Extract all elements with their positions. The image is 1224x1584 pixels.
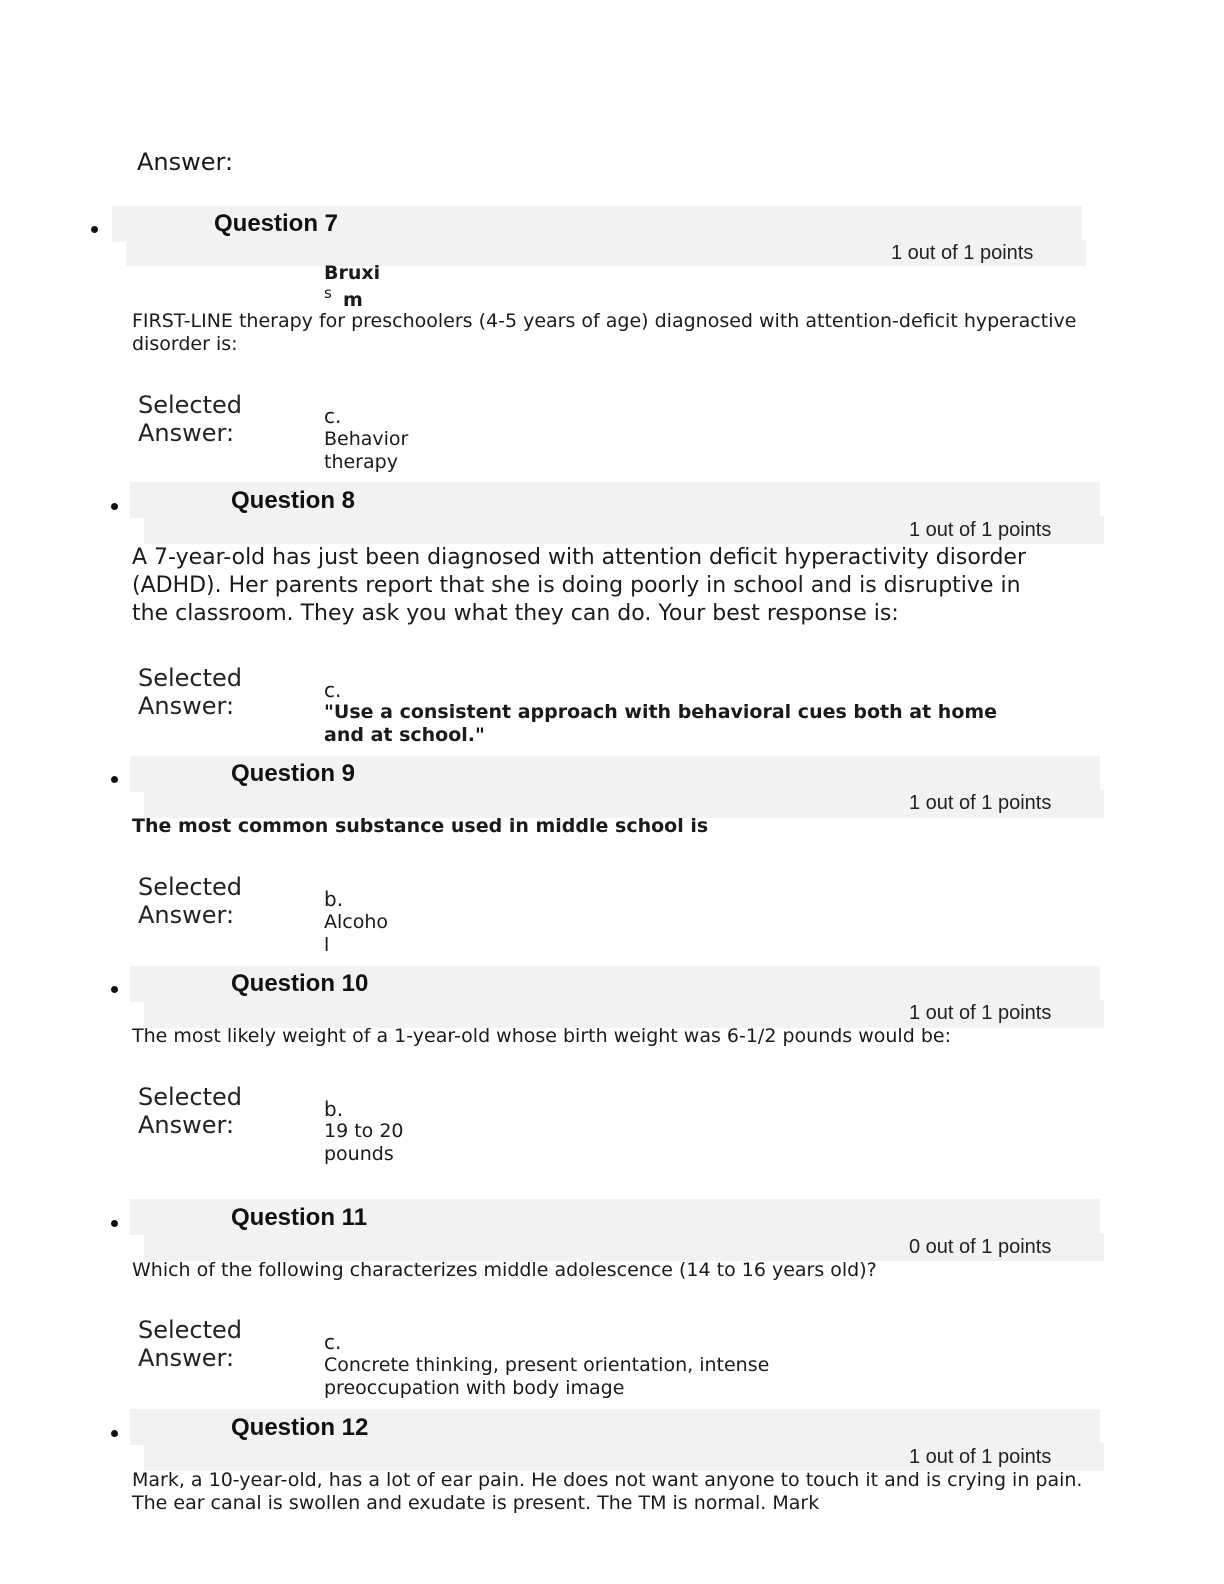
bullet-icon <box>91 226 98 233</box>
answer-text: "Use a consistent approach with behavioral cues both at home and at school." <box>324 701 998 746</box>
selected-answer-label: Selected Answer: <box>138 664 243 720</box>
question-text: The most likely weight of a 1-year-old whose birth weight was 6-1/2 pounds would be: <box>132 1025 951 1047</box>
bullet-icon <box>111 986 118 993</box>
answer-letter: b. <box>324 1097 344 1121</box>
selected-answer-label: Selected Answer: <box>138 1083 243 1139</box>
question-title: Question 9 <box>231 760 356 787</box>
points-label: 1 out of 1 points <box>909 1002 1052 1024</box>
answer-text: Alcohol <box>324 911 389 956</box>
question-title: Question 12 <box>231 1414 369 1441</box>
points-label: 1 out of 1 points <box>891 242 1034 264</box>
bullet-icon <box>111 776 118 783</box>
question-title: Question 8 <box>231 487 356 514</box>
answer-text: 19 to 20 pounds <box>324 1120 404 1165</box>
answer-letter: b. <box>324 887 344 911</box>
answer-letter: c. <box>324 404 342 428</box>
question-title: Question 7 <box>214 210 339 237</box>
bullet-icon <box>111 1430 118 1437</box>
question-text: FIRST-LINE therapy for preschoolers (4-5 years of age) diagnosed with attention-deficit hyperactive disorder is: <box>132 310 1077 355</box>
points-label: 1 out of 1 points <box>909 519 1052 541</box>
question-title: Question 11 <box>231 1204 368 1231</box>
prev-answer-label: Answer: <box>137 148 234 176</box>
bullet-icon <box>111 1220 118 1227</box>
answer-letter: c. <box>324 678 342 702</box>
points-label: 0 out of 1 points <box>909 1236 1052 1258</box>
points-label: 1 out of 1 points <box>909 1446 1052 1468</box>
answer-text: Concrete thinking, present orientation, intense preoccupation with body image <box>324 1354 770 1399</box>
selected-answer-label: Selected Answer: <box>138 1316 243 1372</box>
prev-answer-text: s <box>324 284 332 302</box>
prev-answer-text: Bruxi <box>324 262 381 284</box>
answer-text: Behavior therapy <box>324 428 409 473</box>
points-label: 1 out of 1 points <box>909 792 1052 814</box>
question-text: Which of the following characterizes middle adolescence (14 to 16 years old)? <box>132 1259 877 1281</box>
question-text: A 7-year-old has just been diagnosed with attention deficit hyperactivity disorder (ADHD). Her parents report that she is doing poorly in school and is disruptive in the classroom. They ask you what they can do. Your best response is: <box>132 545 1027 626</box>
prev-answer-text: m <box>343 289 363 311</box>
bullet-icon <box>111 503 118 510</box>
question-text: Mark, a 10-year-old, has a lot of ear pain. He does not want anyone to touch it and is crying in pain. The ear canal is swollen and exudate is present. The TM is normal. Mark <box>132 1469 1083 1514</box>
question-text: The most common substance used in middle school is <box>132 815 709 837</box>
question-title: Question 10 <box>231 970 369 997</box>
selected-answer-label: Selected Answer: <box>138 391 243 447</box>
selected-answer-label: Selected Answer: <box>138 873 243 929</box>
answer-letter: c. <box>324 1330 342 1354</box>
